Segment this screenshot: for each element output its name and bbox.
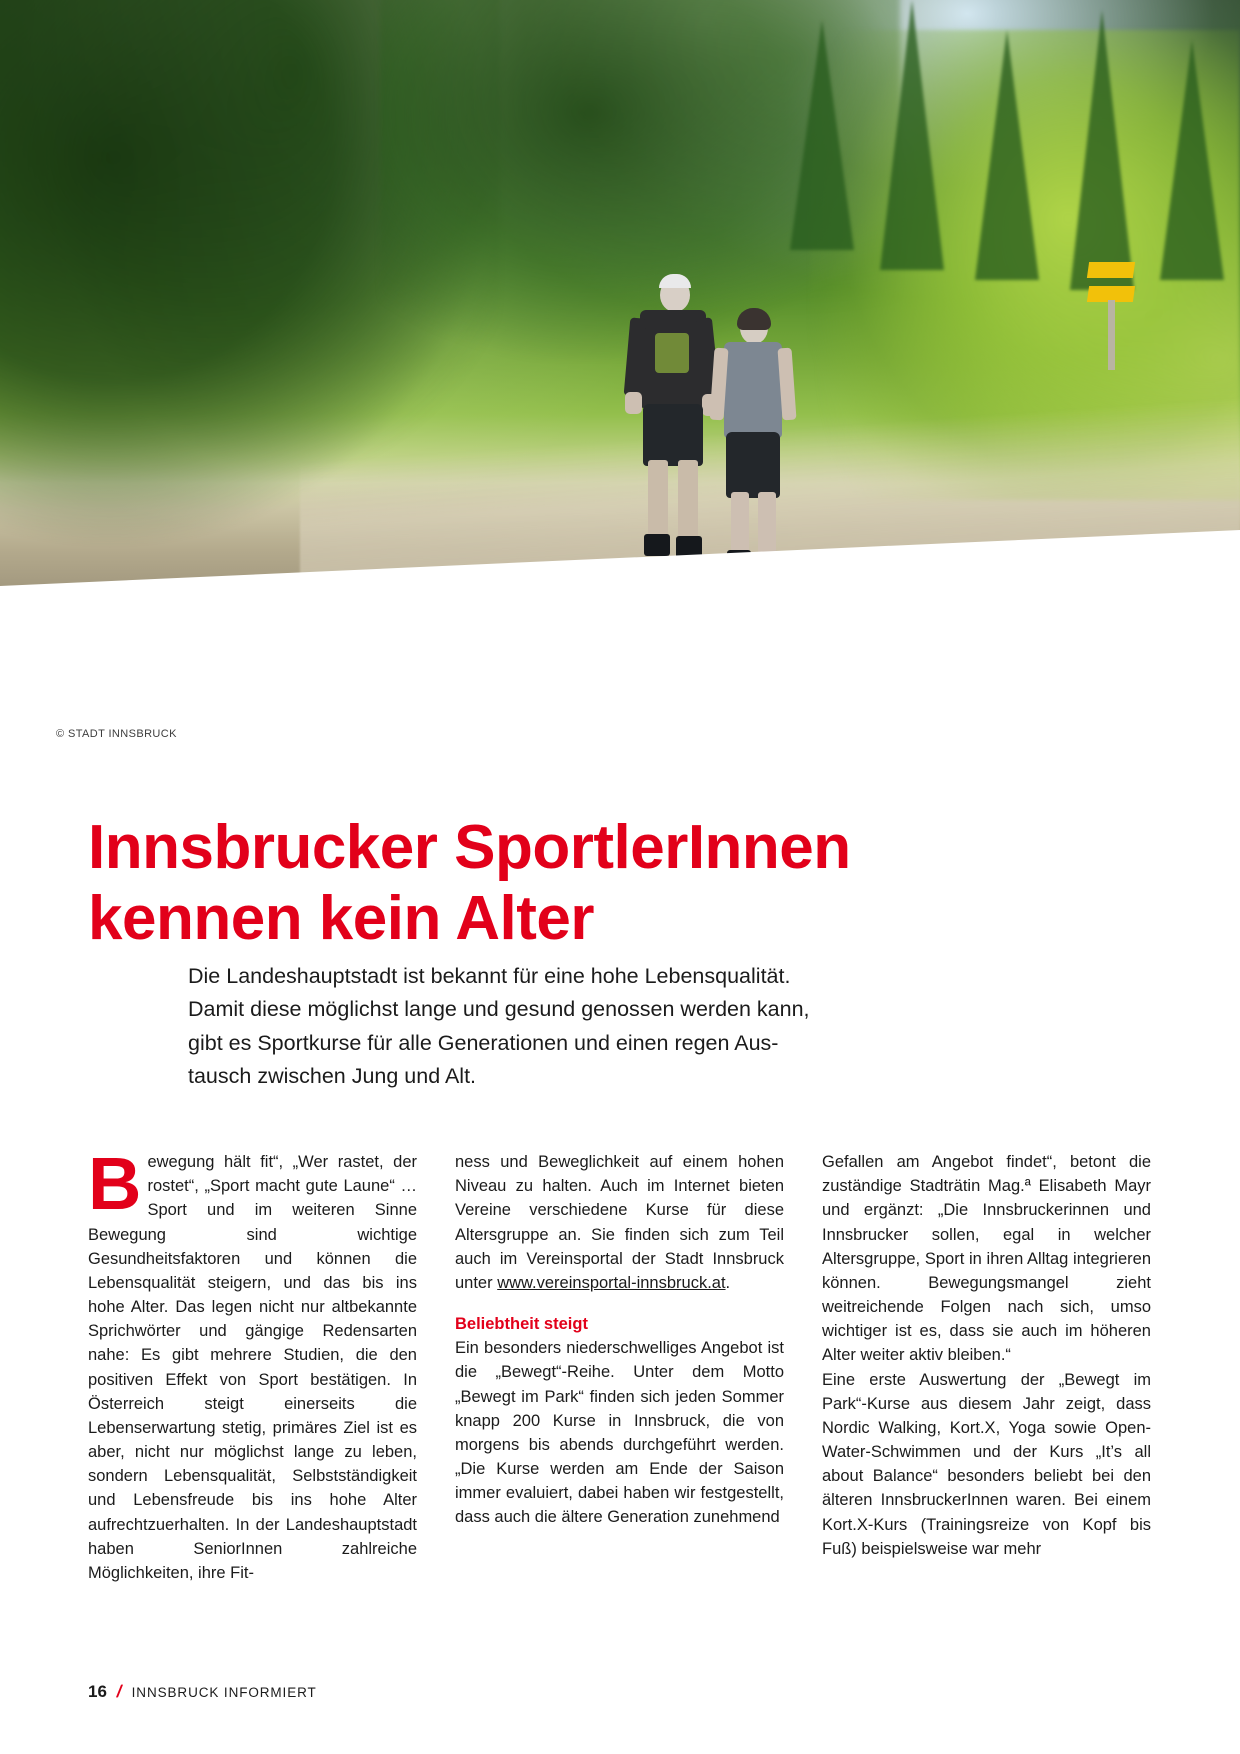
standfirst (188, 960, 888, 1093)
paragraph-text-end: . (725, 1273, 731, 1292)
conifer-icon (790, 20, 854, 250)
standfirst-line-2: Damit diese möglichst lange und gesund genossen werden kann, (188, 997, 810, 1022)
paragraph (455, 1150, 784, 1295)
conifer-icon (1070, 10, 1134, 290)
trail-signpost-pole (1108, 300, 1115, 370)
publication-name: INNSBRUCK INFORMIERT (131, 1685, 317, 1700)
paragraph (88, 1142, 417, 1585)
article-column-2 (455, 1150, 784, 1585)
paragraph-text: ness und Beweglichkeit auf einem hohen Niveau zu halten. Auch im Internet bieten Vereine verschiedene Kurse für diese Altersgruppe an. Sie finden sich zum Teil auch im Vereinsportal der Stadt Innsbruck unter (455, 1153, 784, 1292)
article-column-1 (88, 1142, 417, 1585)
paragraph: Eine erste Auswertung der „Bewegt im Park“-Kurse aus diesem Jahr zeigt, dass Nordic Walking, Kort.X, Yoga sowie Open-Water-Schwimmen und der Kurs „It’s all about Balance“ besonders beliebt bei den älteren InnsbruckerInnen waren. Bei einem Kort.X-Kurs (Trainingsreize von Kopf bis Fuß) beispielsweise war mehr (822, 1370, 1151, 1558)
paragraph: Gefallen am Angebot findet“, betont die zuständige Stadträtin Mag.ª Elisabeth Mayr und ergänzt: „Die Innsbruckerinnen und Innsbrucker sollen, egal in welcher Altersgruppe, Sport in ihren Alltag integrieren können. Bewegungsmangel zieht weitreichende Folgen nach sich, umso wichtiger ist es, dass sie auch im höheren Alter weiter aktiv bleiben.“ (822, 1153, 1151, 1365)
standfirst-line-3: gibt es Sportkurse für alle Generationen und einen regen Aus- (188, 1030, 779, 1055)
hero-image (0, 0, 1240, 690)
paragraph: Ein besonders niederschwelliges Angebot ist die „Bewegt“-Reihe. Unter dem Motto „Bewegt im Park“ finden sich jeden Sommer knapp 200 Kurse in Innsbruck, die von morgens bis abends durchgeführt werden. „Die Kurse werden am Ende der Saison immer evaluiert, dabei haben wir festgestellt, dass auch die ältere Generation zunehmend (455, 1339, 784, 1527)
standfirst-line-1: Die Landeshauptstadt ist bekannt für eine hohe Lebensqualität. (188, 964, 791, 988)
photo-credit: © STADT INNSBRUCK (56, 728, 177, 740)
page-title (88, 812, 1088, 956)
headline-line-2: kennen kein Alter (88, 884, 595, 954)
standfirst-line-4: tausch zwischen Jung und Alt. (188, 1063, 477, 1088)
paragraph-text: ewegung hält fit“, „Wer rastet, der rostet“, „Sport macht gute Laune“ … Sport und im weiteren Sinne Bewegung sind wichtige Gesundheitsfaktoren und können die Lebensqualität steigern, und das bis ins hohe Alter. Das legen nicht nur altbekannte Sprichwörter und gängige Redensarten nahe: Es gibt mehrere Studien, die den positiven Effekt von Sport bestätigen. In Österreich steigt einerseits die Lebenserwartung stetig, primäres Ziel ist es aber, nicht nur möglichst lange zu leben, sondern Lebensqualität, Selbstständigkeit und Lebensfreude bis ins hohe Alter aufrechtzuerhalten. In der Landeshauptstadt haben SeniorInnen zahlreiche Möglichkeiten, ihre Fit- (88, 1153, 417, 1582)
article-column-3 (822, 1150, 1151, 1585)
conifer-icon (880, 0, 944, 270)
page-footer (88, 1682, 317, 1702)
vereinsportal-link[interactable]: www.vereinsportal-innsbruck.at (497, 1273, 726, 1292)
headline-line-1: Innsbrucker SportlerInnen (88, 812, 851, 882)
footer-slash-icon: / (115, 1682, 124, 1701)
article-body (88, 1142, 1152, 1585)
conifer-icon (1160, 40, 1224, 280)
trail-sign-icon (1087, 262, 1135, 278)
page-number: 16 (88, 1682, 107, 1701)
drop-cap: B (88, 1142, 142, 1225)
conifer-icon (975, 30, 1039, 280)
section-subheading: Beliebtheit steigt (455, 1315, 588, 1334)
